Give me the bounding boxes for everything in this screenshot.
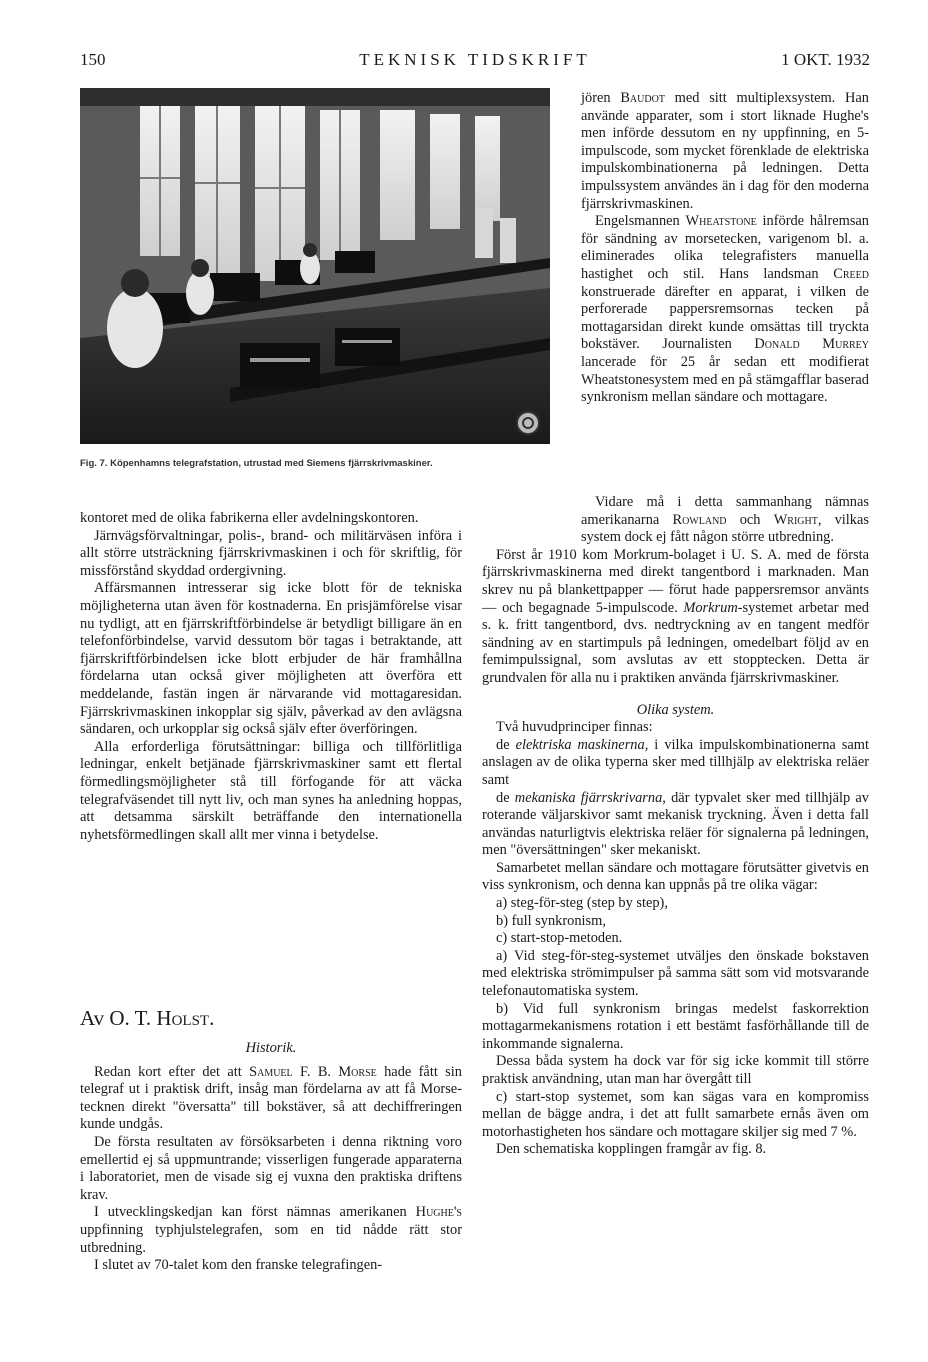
paragraph: De första resultaten av försöksarbeten i denna riktning voro emellertid ej så uppmuntrande; visserligen fungerade apparaterna i laboratoriet, men de visade sig ej vuxna den praktiska driftens krav. — [80, 1133, 462, 1203]
paragraph: de mekaniska fjärrskrivarna, där typvalet sker med tillhjälp av roterande väljarskivor samt mekanisk tryckning. Även i detta fall användas naturligtvis elektriska reläer för signalerna på ledningen, men "översättningen" sker mekaniskt. — [482, 789, 869, 859]
author-name: Holst. — [156, 1006, 215, 1030]
list-item: a) steg-för-steg (step by step), — [496, 895, 668, 912]
paragraph: jören Baudot med sitt multiplexsystem. Han använde apparater, som i stort liknade Hughe's men införde dessutom en ny uppfinning, en 5-impulscode, som mycket förenklade de elektriska impulskombinationerna på ledningen. Detta impulssystem användes än i dag för den moderna fjärrskrivmaskinen. — [581, 90, 870, 212]
issue-date: 1 OKT. 1932 — [781, 50, 870, 69]
historik-section — [80, 1040, 462, 1275]
paragraph: Två huvudprinciper finnas: — [496, 719, 653, 736]
person-name: Samuel F. B. Morse — [249, 1063, 377, 1080]
page-number: 150 — [80, 50, 106, 69]
paragraph: c) start-stop systemet, som kan sägas vara en kompromiss mellan de bägge andra, i det att fullt samarbete ernås även om motorhastigheten hos sändare och mottagare skiljer sig med 7 %. — [482, 1088, 869, 1140]
paragraph: a) Vid steg-för-steg-systemet utväljes den önskade bokstaven med elektriska strömimpulser på samma sätt som vid motsvarande telefonautomatiska system. — [482, 947, 869, 1000]
paragraph: I slutet av 70-talet kom den franske telegrafingen- — [94, 1257, 383, 1274]
figure-caption: Fig. 7. Köpenhamns telegrafstation, utrustad med Siemens fjärrskrivmaskiner. — [80, 458, 433, 469]
person-name: Wheatstone — [685, 213, 757, 230]
right-column-top — [581, 90, 869, 407]
paragraph: Engelsmannen Wheatstone införde hålremsan för sändning av morsetecken, varigenom bl. a. eliminerades olika telegrafisters manuella hastighet och stil. Hans landsman Creed konstruerade därefter en apparat, i vilken de perforerade pappersremsornas tecken på mottagarsidan direkt kunde omsättas till tryckta bokstäver. Journalisten Donald Murrey lancerade för 25 år sedan ett modifierat Wheatstonesystem med en på stämgafflar baserad synkronism mellan sändare och mottagare. — [581, 213, 870, 406]
paragraph: kontoret med de olika fabrikerna eller avdelningskontoren. — [80, 510, 419, 526]
paragraph: Samarbetet mellan sändare och mottagare förutsätter givetvis en viss synkronism, och denna kan uppnås på tre olika vägar: — [482, 859, 869, 894]
paragraph: Alla erforderliga förutsättningar: billiga och tillförlitliga ledningar, enkelt betjänade fjärrskrivmaskiner samt ett flertal förmedlingsmöjligheter stå till förfogande för att väcka telegrafväsendet till nytt liv, och man synes ha anledning hoppas, att detsamma särskilt beträffande den internationella nyhetsförmedlingen skall allt mer vinna i betydelse. — [80, 738, 462, 843]
paragraph: Vidare må i detta sammanhang nämnas amerikanarna Rowland och Wright, vilkas system dock ej fått någon större utbredning. — [581, 494, 869, 546]
paragraph: Affärsmannen intresserar sig icke blott för de tekniska möjligheterna utan även för kostnaderna. En prisjämförelse visar nu tydligt, att en fjärrskriftförbindelse är betydligt billigare än en telefonförbindelse, varvid dessutom bör tagas i betraktande, att fjärrskriftförbindelsen icke blott erbjuder de här framhållna fördelarna utan också giver möjligheten att överföra ett meddelande, fastän ingen är närvarande vid mottagaresidan. Fjärrskrivmaskinen inkopplar sig själv, påverkad av den avlägsna sändaren, och urkopplar sig också själv efter överföringen. — [80, 580, 462, 738]
paragraph: Dessa båda system ha dock var för sig icke kommit till större praktisk användning, utan man har övergått till — [482, 1053, 869, 1087]
paragraph: b) Vid full synkronism bringas medelst faskorrektion mottagarmekanismens rotation i ett bestämt fasförhållande till de inkommande signalerna. — [482, 1000, 869, 1052]
running-header — [80, 50, 870, 74]
person-name: Rowland — [672, 511, 727, 528]
journal-title: TEKNISK TIDSKRIFT — [359, 50, 591, 69]
paragraph: I utvecklingskedjan kan först nämnas amerikanen Hughe's uppfinning typhjulstelegrafen, som en tid nådde rätt stor utbredning. — [80, 1204, 462, 1256]
right-column-bottom — [482, 494, 869, 1159]
paragraph: Först år 1910 kom Morkrum-bolaget i U. S. A. med de första fjärrskrivmaskinerna med direkt tangentbord i marknaden. Man skrev nu på blankettpapper — förut hade pappersremsor använts — och begagnade 5-impulscode. Morkrum-systemet arbetar med s. k. fritt tangentbord, dvs. nedtryckning av en tangent medför sändning av en startimpuls på ledningen, omedelbart följd av en femimpulssignal, som avslutas av ett stopptecken. Detta är grundvalen för alla nu i praktiken använda fjärrskrivmaskiner. — [482, 546, 869, 686]
person-name: Creed — [833, 265, 869, 282]
list-item: b) full synkronism, — [496, 912, 606, 929]
section-heading: Historik. — [245, 1040, 297, 1056]
telegraph-station-photo — [80, 88, 550, 444]
list-item: c) start-stop-metoden. — [496, 930, 623, 947]
paragraph: de elektriska maskinerna, i vilka impulskombinationerna samt anslagen av de olika typerna sker med tillhjälp av elektriska reläer samt — [482, 736, 869, 788]
person-name: Baudot — [620, 90, 665, 106]
author-byline: Av O. T. Holst. — [80, 1006, 215, 1030]
person-name: Hughe's — [415, 1204, 462, 1221]
paragraph: Järnvägsförvaltningar, polis-, brand- och militärväsen införa i allt större utsträckning fjärrskrivmaskinen i och för skriftlig, för missförstånd skyddad ordergivning. — [80, 527, 462, 579]
left-column-top — [80, 510, 462, 844]
section-heading: Olika system. — [636, 701, 715, 718]
paragraph: Den schematiska kopplingen framgår av fig. 8. — [496, 1141, 767, 1158]
person-name: Wright — [773, 511, 818, 528]
paragraph: Redan kort efter det att Samuel F. B. Morse hade fått sin telegraf ut i praktisk drift, insåg man fördelarna av att få Morse-tecknen direkt "översatta" till bokstäver, så att dechiffreringen kunde undgås. — [80, 1063, 462, 1133]
person-name: Donald Murrey — [754, 336, 869, 353]
